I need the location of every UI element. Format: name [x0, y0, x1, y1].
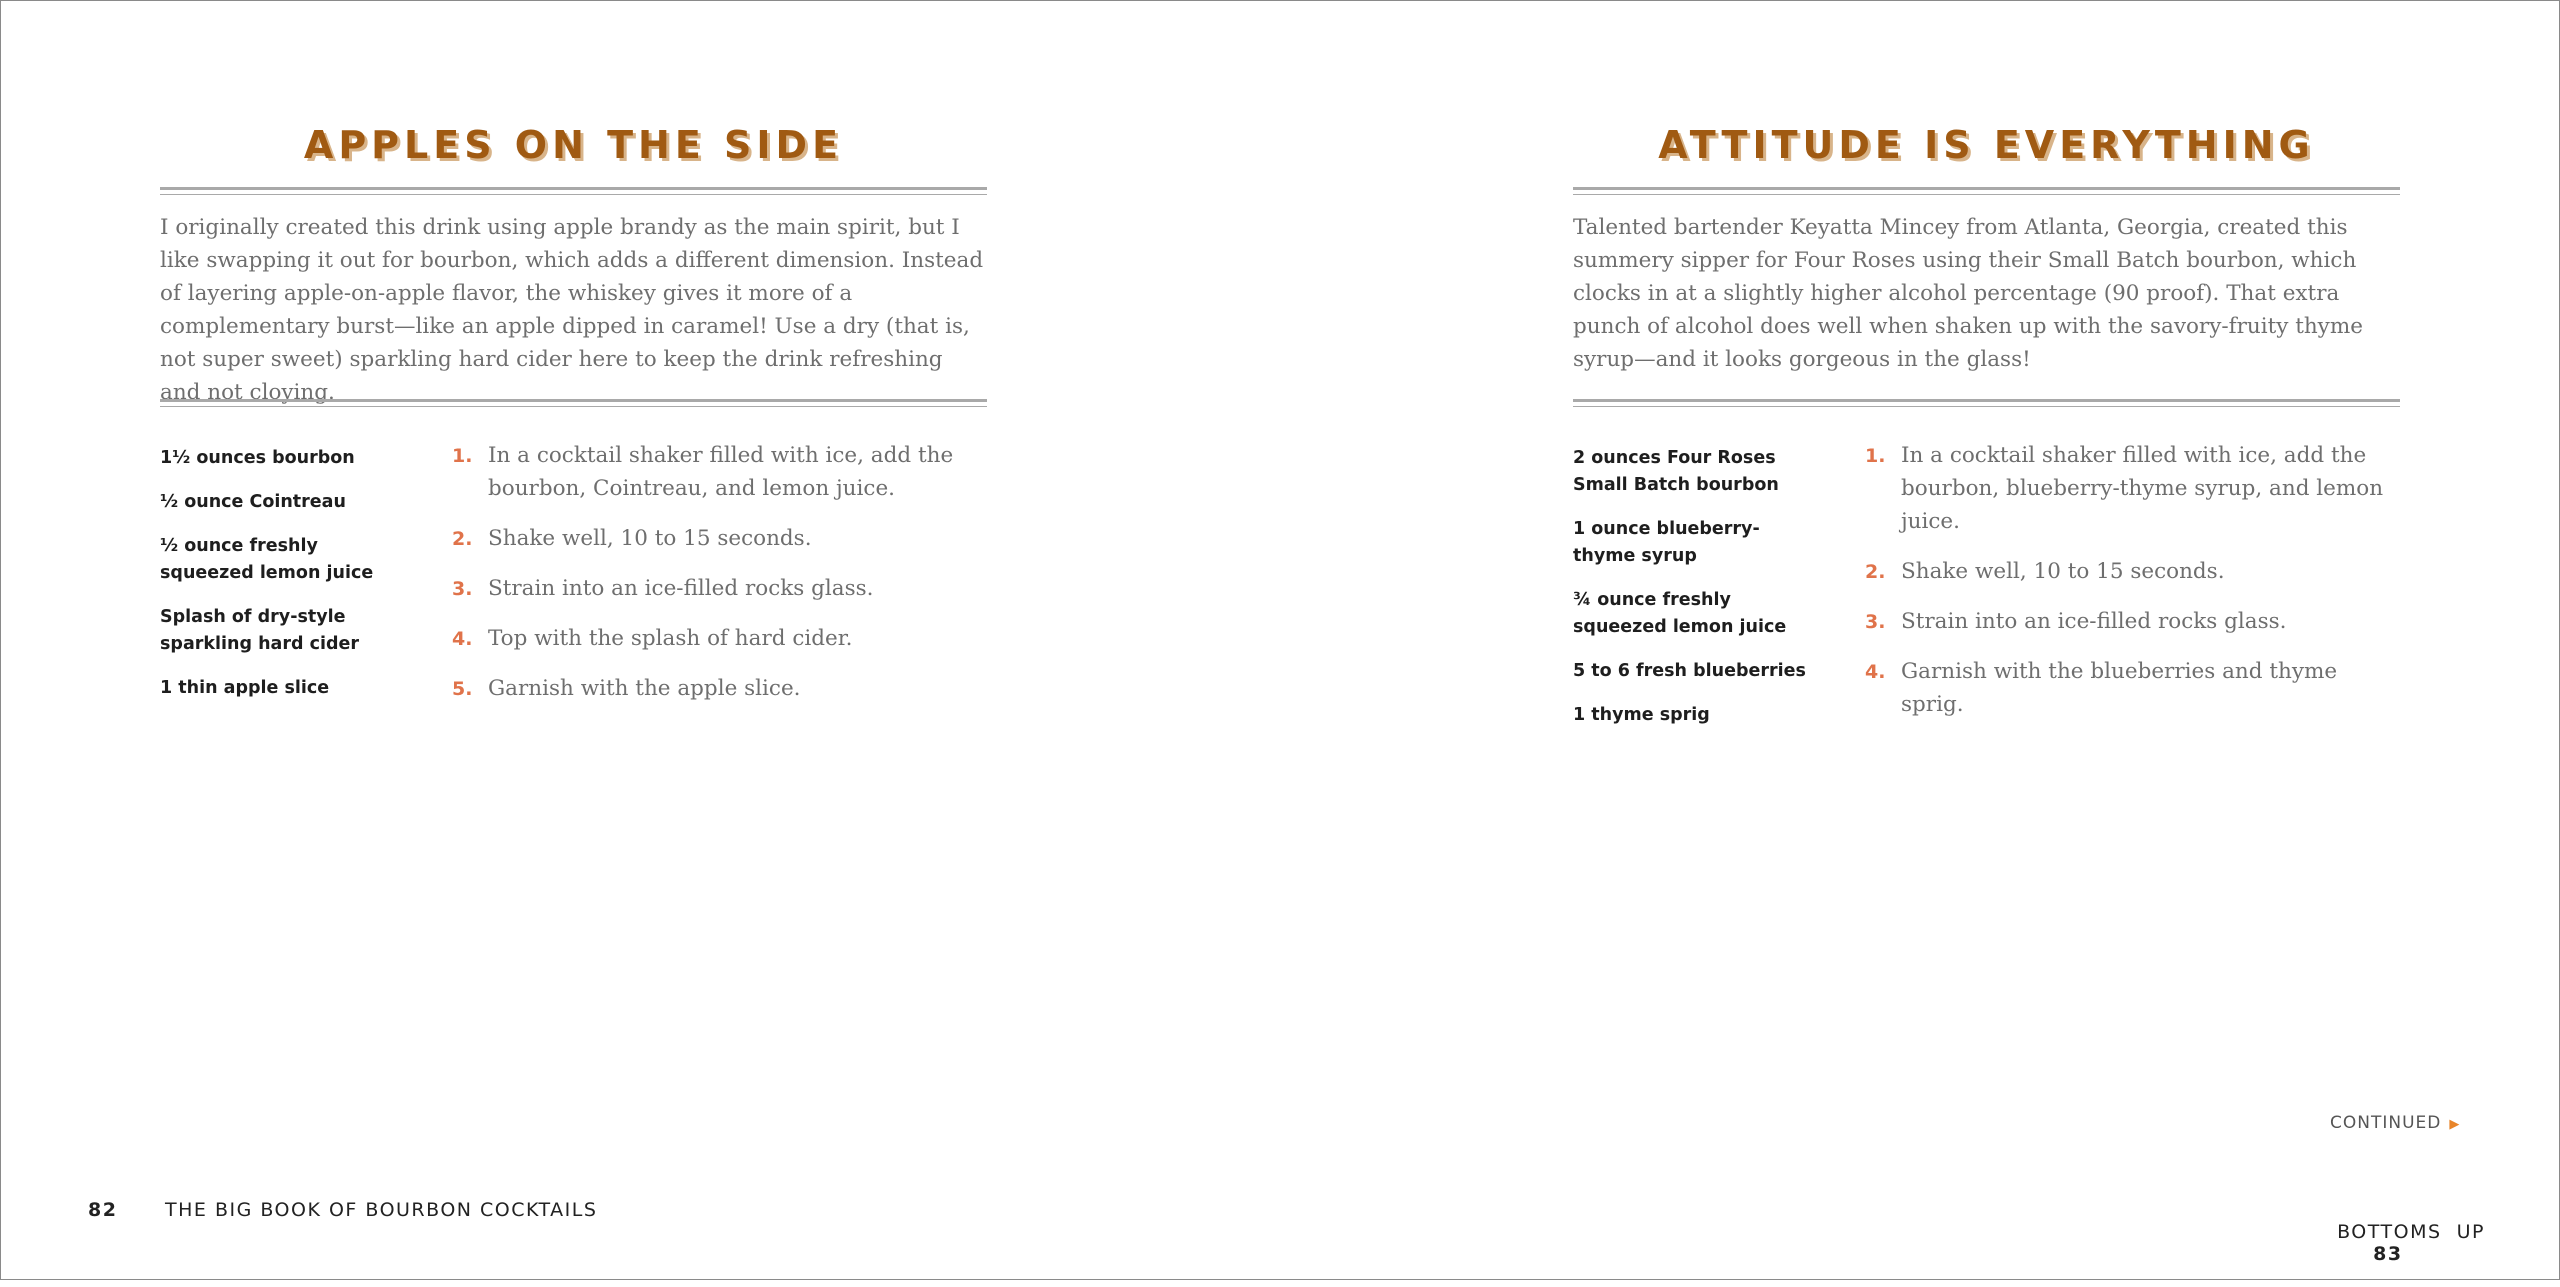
- step-item: [1865, 439, 2395, 538]
- running-head: BOTTOMS UP: [2337, 1221, 2485, 1243]
- right-recipe-title: ATTITUDE IS EVERYTHING: [1658, 123, 2315, 167]
- step-item: [452, 672, 982, 705]
- ingredient-item: 1½ ounces bourbon: [160, 448, 355, 468]
- step-number: 2.: [452, 528, 473, 550]
- right-recipe-intro: Talented bartender Keyatta Mincey from Atlanta, Georgia, created this summery sipper for Four Roses using their Small Batch bourbon, which clocks in at a slightly higher alcohol percentage (90 proof). That extra punch of alcohol does well when shaken up with the savory-fruity thyme syrup—and it looks gorgeous in the glass!: [1573, 215, 2363, 372]
- right-bottom-rule: [1573, 399, 2400, 407]
- step-text: Garnish with the blueberries and thyme sprig.: [1901, 659, 2338, 717]
- step-text: Strain into an ice-filled rocks glass.: [488, 576, 874, 601]
- left-bottom-rule: [160, 399, 987, 407]
- left-footer: [88, 1199, 597, 1221]
- step-item: [452, 522, 982, 555]
- step-text: Strain into an ice-filled rocks glass.: [1901, 609, 2287, 634]
- step-item: [452, 572, 982, 605]
- step-number: 3.: [452, 578, 473, 600]
- ingredient-item: 2 ounces Four Roses Small Batch bourbon: [1573, 448, 1779, 495]
- step-number: 3.: [1865, 611, 1886, 633]
- step-text: In a cocktail shaker filled with ice, add the bourbon, blueberry-thyme syrup, and lemon juice.: [1901, 443, 2384, 534]
- left-step-list: [452, 439, 982, 722]
- step-item: [1865, 655, 2395, 721]
- step-item: [452, 439, 982, 505]
- ingredient-item: 5 to 6 fresh blueberries: [1573, 661, 1806, 681]
- step-item: [1865, 605, 2395, 638]
- step-text: Top with the splash of hard cider.: [488, 626, 853, 651]
- continued-label: CONTINUED: [2330, 1113, 2442, 1133]
- arrow-right-icon: ▶: [2449, 1117, 2461, 1132]
- right-step-list: [1865, 439, 2395, 738]
- continued-link[interactable]: [2330, 1113, 2460, 1133]
- page-number: 82: [88, 1199, 118, 1221]
- step-number: 2.: [1865, 561, 1886, 583]
- ingredient-item: 1 thyme sprig: [1573, 705, 1710, 725]
- step-text: Garnish with the apple slice.: [488, 676, 801, 701]
- step-number: 1.: [1865, 445, 1886, 467]
- ingredient-item: ½ ounce Cointreau: [160, 492, 346, 512]
- ingredient-item: 1 ounce blueberry-thyme syrup: [1573, 519, 1760, 566]
- ingredient-item: ½ ounce freshly squeezed lemon juice: [160, 536, 374, 583]
- ingredient-item: Splash of dry-style sparkling hard cider: [160, 607, 360, 654]
- right-top-rule: [1573, 187, 2400, 195]
- step-number: 5.: [452, 678, 473, 700]
- step-number: 4.: [1865, 661, 1886, 683]
- left-recipe-intro: I originally created this drink using apple brandy as the main spirit, but I like swapping it out for bourbon, which adds a different dimension. Instead of layering apple-on-apple flavor, the whiskey gives it more of a complementary burst—like an apple dipped in caramel! Use a dry (that is, not super sweet) sparkling hard cider here to keep the drink refreshing and not cloying.: [160, 215, 984, 405]
- step-text: Shake well, 10 to 15 seconds.: [488, 526, 812, 551]
- running-head: THE BIG BOOK OF BOURBON COCKTAILS: [165, 1199, 598, 1221]
- step-item: [1865, 555, 2395, 588]
- right-ingredient-list: [1573, 445, 1813, 746]
- left-page: [1, 1, 1280, 1279]
- ingredient-item: 1 thin apple slice: [160, 678, 330, 698]
- step-item: [452, 622, 982, 655]
- step-number: 1.: [452, 445, 473, 467]
- left-top-rule: [160, 187, 987, 195]
- left-recipe-title: APPLES ON THE SIDE: [303, 123, 844, 167]
- step-text: Shake well, 10 to 15 seconds.: [1901, 559, 2225, 584]
- step-text: In a cocktail shaker filled with ice, add the bourbon, Cointreau, and lemon juice.: [488, 443, 954, 501]
- step-number: 4.: [452, 628, 473, 650]
- left-ingredient-list: [160, 445, 400, 719]
- right-page: [1280, 1, 2559, 1279]
- page-number: 83: [2373, 1243, 2403, 1265]
- ingredient-item: ¾ ounce freshly squeezed lemon juice: [1573, 590, 1787, 637]
- right-footer: [2292, 1199, 2485, 1287]
